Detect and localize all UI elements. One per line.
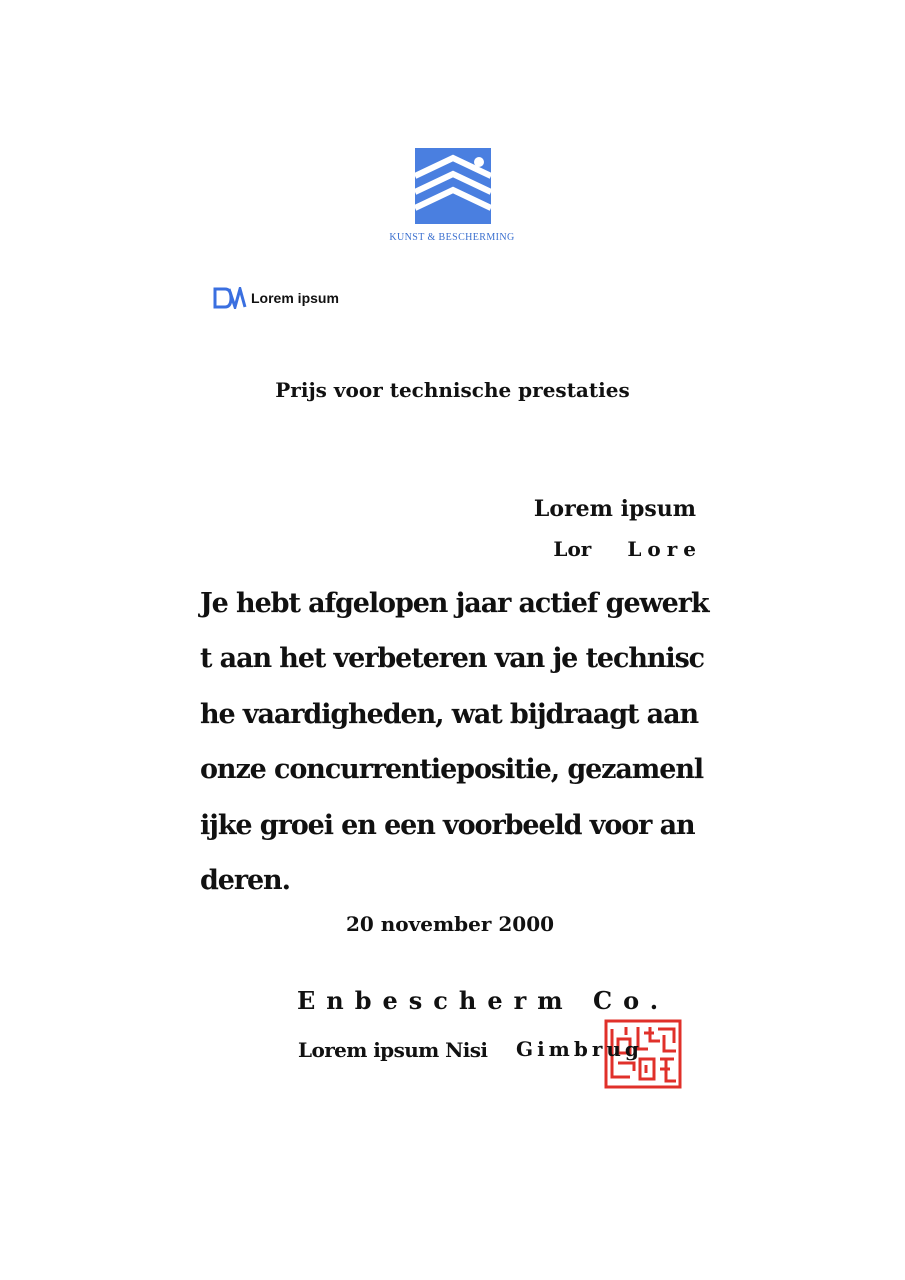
logo-caption: KUNST & BESCHERMING	[389, 232, 515, 243]
recipient-subtitle	[520, 537, 702, 561]
signer-left: Lorem ipsum Nisi	[298, 1038, 488, 1062]
recipient-sub-right: Lore	[627, 537, 702, 561]
brand	[213, 286, 339, 310]
company-logo-icon	[415, 148, 491, 224]
signer-right: Gimbrug	[516, 1037, 643, 1061]
book-logo-icon	[213, 287, 247, 309]
recipient-name: Lorem ipsum	[533, 496, 696, 522]
certificate-body: Je hebt afgelopen jaar actief gewerkt aan het verbeteren van je technische vaardigheden, wat bijdraagt aan onze concurrentiepositie, gezamenlijke groei en een voorbeeld voor anderen.	[200, 588, 709, 897]
certificate-title: Prijs voor technische prestaties	[275, 378, 630, 402]
certificate-date: 20 november 2000	[345, 912, 555, 936]
company-name: Enbescherm Co.	[297, 986, 670, 1015]
recipient-sub-left: Lor	[553, 537, 592, 561]
brand-name: Lorem ipsum	[251, 290, 339, 306]
